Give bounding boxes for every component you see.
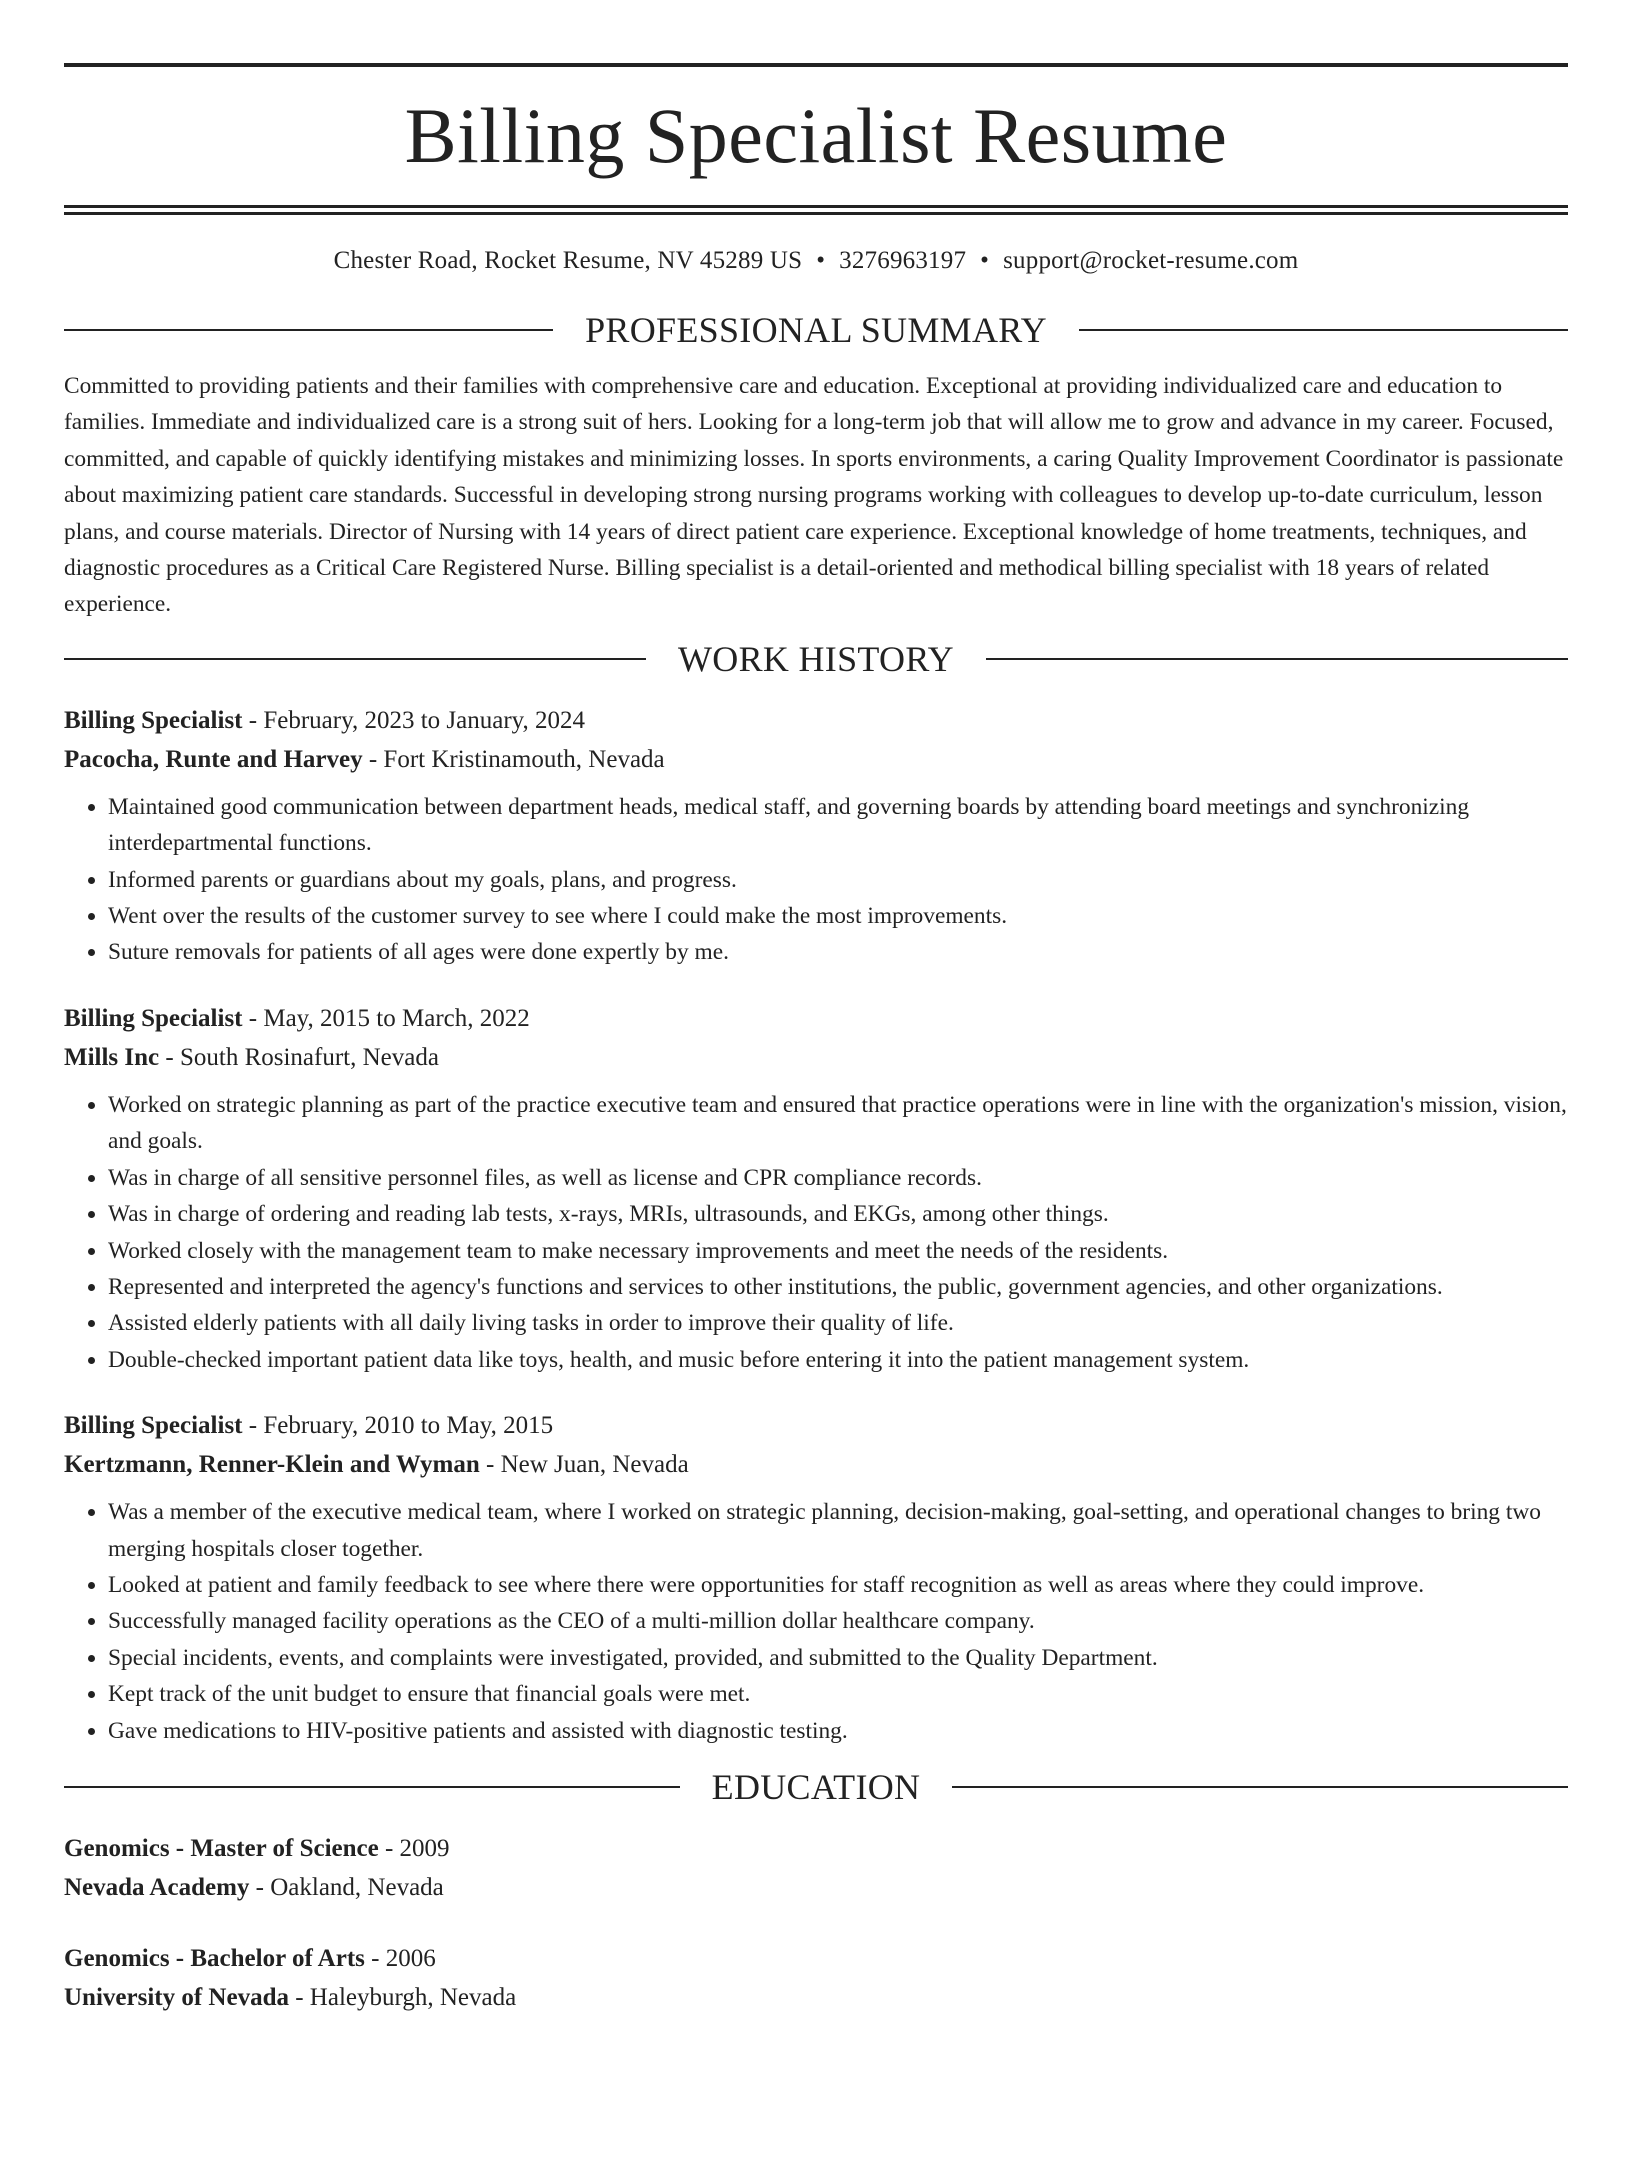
job-duty-item: • Assisted elderly patients with all daily living tasks in order to improve their quality of life.: [108, 1305, 1568, 1341]
education-year: - 2009: [378, 1834, 450, 1862]
job-dates: - May, 2015 to March, 2022: [242, 1004, 530, 1032]
contact-line: [64, 243, 1568, 279]
job-duty-item: • Went over the results of the customer survey to see where I could make the most improvements.: [108, 898, 1568, 934]
heading-rule: [986, 658, 1568, 660]
job-duty-item: • Informed parents or guardians about my goals, plans, and progress.: [108, 862, 1568, 898]
job-duties-list: [64, 1087, 1568, 1378]
job-company: Pacocha, Runte and Harvey: [64, 745, 363, 773]
education-entry: [64, 1939, 1568, 2017]
job-location: - South Rosinafurt, Nevada: [159, 1043, 439, 1071]
job-duties-list: [64, 789, 1568, 971]
contact-phone: 3276963197: [839, 247, 967, 274]
job-title: Billing Specialist: [64, 1412, 243, 1440]
page-title: Billing Specialist Resume: [404, 92, 1228, 179]
job-company-line: [64, 1038, 1568, 1077]
section-heading-summary: [64, 308, 1568, 352]
job-duty-item: • Maintained good communication between department heads, medical staff, and governing boards by attending board meetings and synchronizing interdepartmental functions.: [108, 789, 1568, 862]
top-rule: [64, 63, 1568, 67]
education-school-line: [64, 1978, 1568, 2017]
job-company: Kertzmann, Renner-Klein and Wyman: [64, 1451, 480, 1479]
education-degree-line: [64, 1939, 1568, 1978]
heading-rule: [952, 1786, 1568, 1788]
education-degree: Genomics - Bachelor of Arts: [64, 1944, 365, 1972]
job-duty-item: • Kept track of the unit budget to ensure that financial goals were met.: [108, 1676, 1568, 1712]
contact-email: support@rocket-resume.com: [1003, 247, 1299, 274]
contact-separator: •: [980, 247, 990, 274]
education-location: - Haleyburgh, Nevada: [288, 1983, 517, 2011]
job-duty-item: • Looked at patient and family feedback to see where there were opportunities for staff recognition as well as areas where they could improve.: [108, 1567, 1568, 1603]
section-heading-education: [64, 1765, 1568, 1809]
job-title: Billing Specialist: [64, 1004, 243, 1032]
job-duty-item: • Was a member of the executive medical team, where I worked on strategic planning, decision-making, goal-setting, and operational changes to bring two merging hospitals closer together.: [108, 1494, 1568, 1567]
job-location: - New Juan, Nevada: [479, 1451, 689, 1479]
job-duty-item: • Successfully managed facility operations as the CEO of a multi-million dollar healthcare company.: [108, 1603, 1568, 1639]
job-entry: [64, 1406, 1568, 1749]
education-school-line: [64, 1868, 1568, 1907]
resume-page: [0, 63, 1632, 2175]
section-heading-label: WORK HISTORY: [678, 638, 954, 679]
job-title-line: [64, 701, 1568, 740]
job-duty-item: • Worked closely with the management team to make necessary improvements and meet the needs of the residents.: [108, 1233, 1568, 1269]
job-duties-list: [64, 1494, 1568, 1749]
heading-rule: [1079, 329, 1568, 331]
job-duty-item: • Was in charge of all sensitive personnel files, as well as license and CPR compliance records.: [108, 1160, 1568, 1196]
section-heading-label: EDUCATION: [711, 1766, 921, 1807]
job-title: Billing Specialist: [64, 706, 243, 734]
job-duty-item: • Represented and interpreted the agency's functions and services to other institutions, the public, government agencies, and other organizations.: [108, 1269, 1568, 1305]
heading-rule: [64, 329, 553, 331]
job-duty-item: • Worked on strategic planning as part of the practice executive team and ensured that practice operations were in line with the organization's mission, vision, and goals.: [108, 1087, 1568, 1160]
job-duty-item: • Special incidents, events, and complaints were investigated, provided, and submitted to the Quality Department.: [108, 1640, 1568, 1676]
job-location: - Fort Kristinamouth, Nevada: [362, 745, 665, 773]
contact-address: Chester Road, Rocket Resume, NV 45289 US: [333, 247, 803, 274]
job-duty-item: • Gave medications to HIV-positive patients and assisted with diagnostic testing.: [108, 1713, 1568, 1749]
job-title-line: [64, 1406, 1568, 1445]
job-company-line: [64, 740, 1568, 779]
section-heading-work-history: [64, 637, 1568, 681]
job-entry: [64, 999, 1568, 1378]
section-heading-label: PROFESSIONAL SUMMARY: [585, 310, 1047, 350]
job-duty-item: • Double-checked important patient data like toys, health, and music before entering it into the patient management system.: [108, 1342, 1568, 1378]
job-duty-item: • Was in charge of ordering and reading lab tests, x-rays, MRIs, ultrasounds, and EKGs, among other things.: [108, 1196, 1568, 1232]
education-school: University of Nevada: [64, 1983, 289, 2011]
job-company-line: [64, 1445, 1568, 1484]
education-degree-line: [64, 1829, 1568, 1868]
education-year: - 2006: [364, 1944, 436, 1972]
job-dates: - February, 2010 to May, 2015: [242, 1412, 554, 1440]
education-school: Nevada Academy: [64, 1873, 250, 1901]
job-title-line: [64, 999, 1568, 1038]
contact-separator: •: [816, 247, 826, 274]
summary-text: Committed to providing patients and their families with comprehensive care and education. Exceptional at providing individualized care and education to families. Immediate and individualized care is a strong suit of hers. Looking for a long-term job that will allow me to grow and advance in my career. Focused, committed, and capable of quickly identifying mistakes and minimizing losses. In sports environments, a caring Quality Improvement Coordinator is passionate about maximizing patient care standards. Successful in developing strong nursing programs working with colleagues to develop up-to-date curriculum, lesson plans, and course materials. Director of Nursing with 14 years of direct patient care experience. Exceptional knowledge of home treatments, techniques, and diagnostic procedures as a Critical Care Registered Nurse. Billing specialist is a detail-oriented and methodical billing specialist with 18 years of related experience.: [64, 373, 1564, 618]
job-duty-item: • Suture removals for patients of all ages were done expertly by me.: [108, 934, 1568, 970]
heading-rule: [64, 658, 646, 660]
education-entry: [64, 1829, 1568, 1907]
job-entry: [64, 701, 1568, 971]
job-dates: - February, 2023 to January, 2024: [242, 706, 586, 734]
job-company: Mills Inc: [64, 1043, 160, 1071]
education-location: - Oakland, Nevada: [249, 1873, 444, 1901]
heading-rule: [64, 1786, 680, 1788]
education-degree: Genomics - Master of Science: [64, 1834, 379, 1862]
title-double-rule: [64, 205, 1568, 215]
